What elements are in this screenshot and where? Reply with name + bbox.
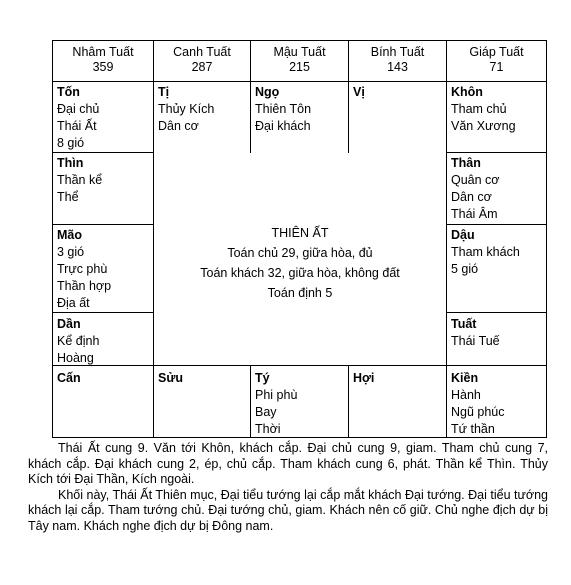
grid-line <box>250 365 251 438</box>
cell-line: Quân cơ <box>451 173 500 187</box>
cell-line: Đại khách <box>255 119 311 133</box>
grid-line <box>52 40 547 41</box>
cell-than <box>451 155 500 223</box>
cell-kien <box>451 370 505 438</box>
header-name: Bính Tuất <box>370 45 425 59</box>
cell-line: Thái Ất <box>57 119 97 133</box>
cell-can <box>57 370 81 387</box>
cell-dau <box>451 227 520 278</box>
cell-line: Tham chủ <box>451 102 507 116</box>
cell-line: Văn Xương <box>451 119 516 133</box>
cell-title: Mão <box>57 228 82 242</box>
cell-hoi <box>353 370 374 387</box>
grid-line <box>52 152 153 153</box>
cell-line: Tham khách <box>451 245 520 259</box>
cell-title: Khôn <box>451 85 483 99</box>
header-name: Canh Tuất <box>173 45 231 59</box>
center-summary <box>153 223 447 303</box>
cell-line: 8 gió <box>57 136 85 150</box>
cell-line: Hoàng <box>57 351 94 365</box>
cell-line: Thể <box>57 190 79 204</box>
header-giap-tuat <box>447 45 546 75</box>
cell-khon <box>451 84 516 135</box>
cell-title: Thìn <box>57 156 84 170</box>
cell-line: Phi phù <box>255 388 298 402</box>
cell-line: Thủy Kích <box>158 102 215 116</box>
cell-title: Ngọ <box>255 85 280 99</box>
grid-line <box>52 81 547 82</box>
commentary <box>28 441 548 534</box>
cell-ti <box>158 84 214 135</box>
cell-ngo <box>255 84 311 135</box>
cell-vi <box>353 84 365 101</box>
cell-line: Thái Âm <box>451 207 498 221</box>
cell-title: Kiền <box>451 371 479 385</box>
cell-line: Thần kể <box>57 173 103 187</box>
grid-line <box>52 365 547 366</box>
cell-line: Thái Tuế <box>451 334 500 348</box>
cell-ty <box>255 370 297 438</box>
cell-title: Vị <box>353 85 365 99</box>
cell-line: Kể định <box>57 334 100 348</box>
cell-suu <box>158 370 183 387</box>
cell-line: Dân cơ <box>451 190 492 204</box>
center-line: Toán định 5 <box>267 286 333 300</box>
cell-title: Tị <box>158 85 170 99</box>
header-name: Giáp Tuất <box>469 45 524 59</box>
header-number: 287 <box>191 60 213 74</box>
header-name: Nhâm Tuất <box>72 45 134 59</box>
cell-mao <box>57 227 111 312</box>
header-mau-tuat <box>251 45 348 75</box>
cell-title: Tuất <box>451 317 477 331</box>
cell-line: Địa ất <box>57 296 90 310</box>
cell-title: Thân <box>451 156 481 170</box>
cell-line: Dân cơ <box>158 119 199 133</box>
grid-line <box>52 40 53 438</box>
grid-line <box>52 312 153 313</box>
header-number: 359 <box>92 60 114 74</box>
header-number: 143 <box>387 60 408 74</box>
cell-line: Thần hợp <box>57 279 112 293</box>
grid-line <box>348 365 349 438</box>
center-title: THIÊN ẤT <box>271 226 329 240</box>
cell-ton <box>57 84 99 152</box>
grid-line <box>546 40 547 438</box>
cell-line: Đại chủ <box>57 102 100 116</box>
cell-line: Thời <box>255 422 281 436</box>
cell-line: Hành <box>451 388 481 402</box>
cell-line: 3 gió <box>57 245 85 259</box>
cell-title: Dần <box>57 317 81 331</box>
cell-title: Sửu <box>158 371 184 385</box>
header-nham-tuat <box>53 45 153 75</box>
cell-title: Tý <box>255 371 270 385</box>
cell-tuat <box>451 316 500 350</box>
grid-line <box>52 224 153 225</box>
header-canh-tuat <box>154 45 250 75</box>
paragraph: Khối này, Thái Ất Thiên mục, Đại tiểu tướng lại cắp mắt khách Đại tướng. Đại tiểu tướng khách lại cắp. Tham tướng chủ. Đại tướng chủ, giam. Khách nên cố giữ. Chủ nghe địch dự bị Tây nam. Khách nghe địch dự bị Đông nam. <box>28 487 548 533</box>
center-line: Toán chủ 29, giữa hòa, đủ <box>227 246 373 260</box>
cell-title: Tốn <box>57 85 80 99</box>
cell-line: Ngũ phúc <box>451 405 505 419</box>
grid-line <box>446 152 547 153</box>
center-line: Toán khách 32, giữa hòa, không đất <box>200 266 400 280</box>
cell-title: Dậu <box>451 228 475 242</box>
header-number: 215 <box>289 60 310 74</box>
cell-title: Hợi <box>353 371 375 385</box>
cell-title: Cấn <box>57 371 81 385</box>
paragraph: Thái Ất cung 9. Văn tới Khôn, khách cắp. Đại chủ cung 9, giam. Tham chủ cung 7, khách cắp. Đại khách cung 2, ép, chủ cắp. Tham khách cung 6, phát. Thần kể Thìn. Thủy Kích tới Đại Thần, Kích ngoài. <box>28 441 548 486</box>
cell-line: 5 gió <box>451 262 479 276</box>
cell-line: Bay <box>255 405 277 419</box>
cell-line: Trực phù <box>57 262 108 276</box>
cell-dan <box>57 316 99 367</box>
header-binh-tuat <box>349 45 446 75</box>
header-name: Mậu Tuất <box>273 45 326 59</box>
grid-line <box>446 224 547 225</box>
grid-line <box>446 312 547 313</box>
header-number: 71 <box>489 60 504 74</box>
cell-thin <box>57 155 102 206</box>
cell-line: Tứ thần <box>451 422 495 436</box>
cell-line: Thiên Tôn <box>255 102 312 116</box>
